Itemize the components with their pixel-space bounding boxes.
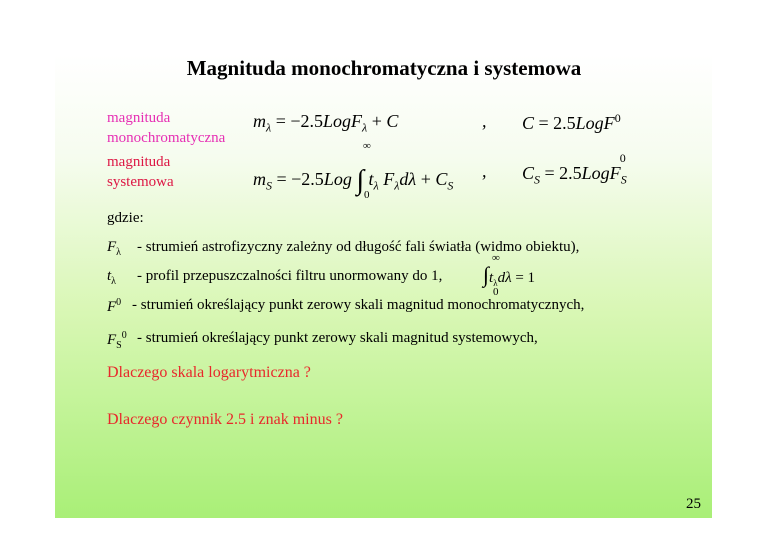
label-systemic [107,152,174,192]
equation-C-S-definition: $C_S$ = 2.5LogF$_S^0$ [522,151,627,187]
integral-lower-limit: 0 [364,189,370,201]
equation-m-S: $m_S = -2.5Log$ ∫ $t_\lambda$ $F_\lambda d\lambda + C_S$ [253,165,454,196]
definition-row: $F_S^0$ [107,330,127,351]
label-monochromatic-line1: magnituda [107,110,171,126]
slide-title: Magnituda monochromatyczna i systemowa [186,56,582,80]
question-factor-and-minus: Dlaczego czynnik 2.5 i znak minus ? [107,411,343,428]
page-number: 25 [686,496,701,512]
equation-C-definition: C = 2.5LogF$^0$ [522,111,621,133]
definition-text: - strumień określający punkt zerowy skali magnitud systemowych, [137,330,538,346]
label-systemic-line2: systemowa [107,174,174,190]
definition-text: - strumień określający punkt zerowy skali magnitud monochromatycznych, [132,297,585,313]
definition-text: - profil przepuszczalności filtru unormowany do 1, [137,268,443,284]
normalization-lower-limit: 0 [493,286,499,298]
normalization-formula: $\int t_\lambda d\lambda = 1$ [483,262,536,288]
definition-row: $F_\lambda$ [107,239,122,258]
question-logarithmic: Dlaczego skala logarytmiczna ? [107,364,311,381]
definition-row: $F^0$ [107,297,122,315]
definition-row: $t_\lambda$ [107,268,117,287]
label-monochromatic-line2: monochromatyczna [107,130,226,146]
where-label: gdzie: [107,210,144,226]
definition-text: - strumień astrofizyczny zależny od długość fali światła (widmo obiektu), [137,239,580,255]
label-systemic-line1: magnituda [107,154,171,170]
normalization-upper-limit: ∞ [492,252,500,264]
integral-upper-limit: ∞ [363,140,371,152]
equation-comma-1: , [482,111,487,131]
equation-m-lambda: $m_\lambda$ = −2.5LogF$_\lambda$ + C [253,111,399,135]
label-monochromatic [107,108,225,148]
equation-comma-2: , [482,161,487,181]
